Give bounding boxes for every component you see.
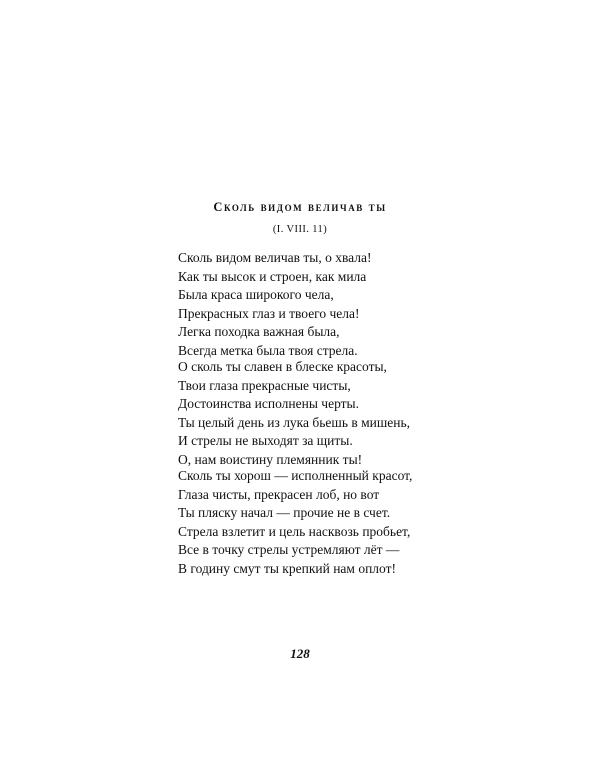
verse-line: Все в точку стрелы устремляют лёт — (178, 542, 400, 557)
verse-line: Достоинства исполнены черты. (178, 396, 359, 411)
verse-line: Как ты высок и строен, как мила (178, 268, 367, 284)
verse-line: Ты пляску начал — прочие не в счет. (178, 505, 391, 520)
poem-title: Сколь видом величав ты (213, 200, 387, 214)
verse-line: Твои глаза прекрасные чисты, (178, 377, 351, 393)
verse-line: Глаза чисты, прекрасен лоб, но вот (178, 486, 380, 502)
verse-line: И стрелы не выходят за щиты. (178, 433, 353, 448)
verse-line: О, нам воистину племянник ты! (178, 451, 363, 467)
verse-line: Прекрасных глаз и твоего чела! (178, 305, 360, 321)
stanza-3 (178, 467, 438, 578)
stanza-2 (178, 358, 438, 469)
verse-line: О сколь ты славен в блеске красоты, (178, 359, 387, 374)
verse-line: Стрела взлетит и цель насквозь пробьет, (178, 523, 411, 539)
verse-line: В годину смут ты крепкий нам оплот! (178, 560, 397, 576)
verse-line: Была краса широкого чела, (178, 287, 334, 302)
verse-line: Сколь ты хорош — исполненный красот, (178, 468, 413, 483)
stanza-1 (178, 249, 438, 360)
page-number: 128 (290, 646, 310, 661)
verse-line: Сколь видом величав ты, о хвала! (178, 250, 372, 265)
verse-line: Легка походка важная была, (178, 324, 340, 339)
poem-reference: (I. VIII. 11) (272, 224, 328, 235)
verse-line: Ты целый день из лука бьешь в мишень, (178, 414, 411, 430)
verse-line: Всегда метка была твоя стрела. (178, 342, 358, 358)
